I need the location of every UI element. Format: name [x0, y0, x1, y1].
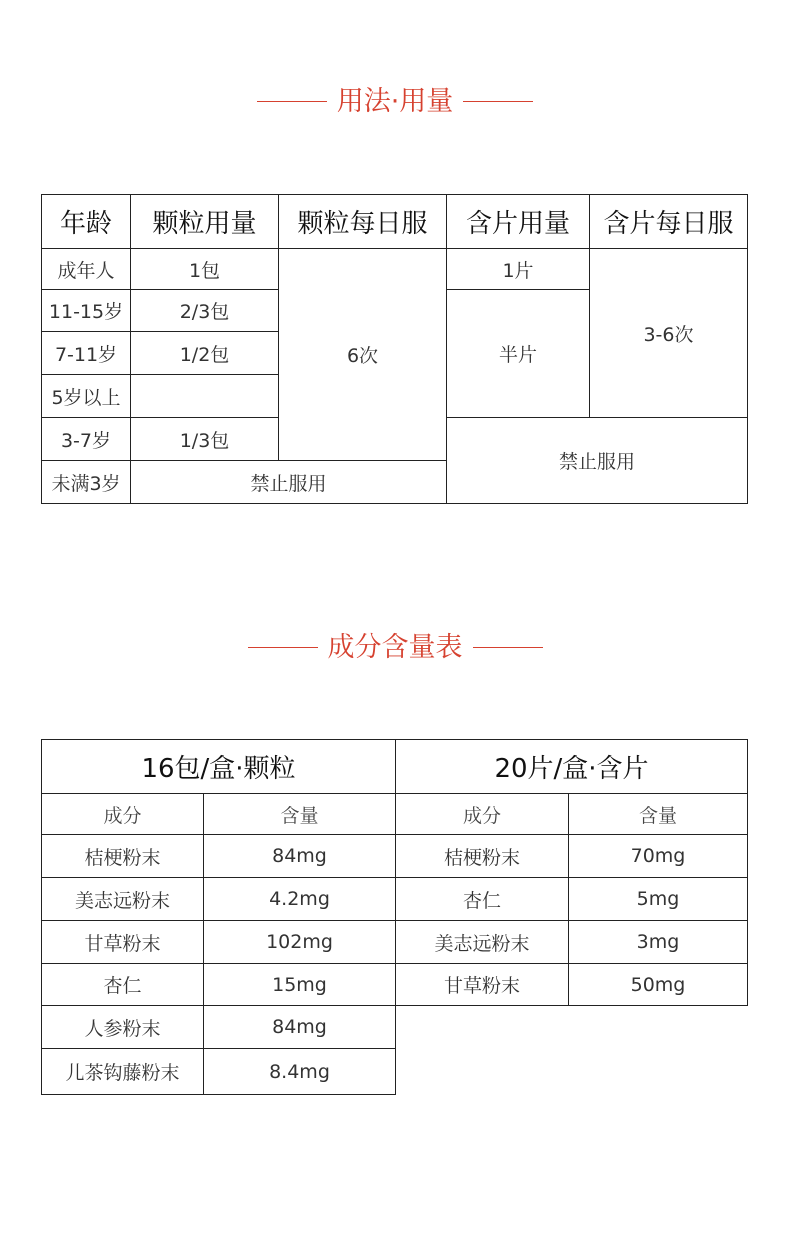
granule-dose-cell: 2/3包: [130, 289, 279, 332]
tablet-col-name: 成分: [395, 793, 569, 835]
table-row: 15mg: [203, 963, 396, 1006]
table-row: 84mg: [203, 834, 396, 878]
ingredients-title: 成分含量表: [327, 632, 463, 663]
tablet-table-title: 20片/盒·含片: [395, 739, 748, 794]
table-row: 美志远粉末: [395, 920, 569, 964]
header-granule-dose: 颗粒用量: [130, 194, 279, 249]
heading-line-left: [248, 647, 318, 649]
table-row: 102mg: [203, 920, 396, 964]
granule-col-name: 成分: [41, 793, 204, 835]
heading-line-right: [473, 647, 543, 649]
header-age: 年龄: [41, 194, 131, 249]
granule-col-amount: 含量: [203, 793, 396, 835]
usage-heading: [0, 87, 790, 115]
header-granule-daily: 颗粒每日服: [278, 194, 447, 249]
table-row: 杏仁: [395, 877, 569, 921]
granule-dose-cell: [130, 374, 279, 418]
table-row: 人参粉末: [41, 1005, 204, 1049]
table-row: 50mg: [568, 963, 748, 1006]
granule-table-title: 16包/盒·颗粒: [41, 739, 396, 794]
table-row: 70mg: [568, 834, 748, 878]
header-tablet-dose: 含片用量: [446, 194, 590, 249]
age-cell: 5岁以上: [41, 374, 131, 418]
table-row: 甘草粉末: [395, 963, 569, 1006]
header-tablet-daily: 含片每日服: [589, 194, 748, 249]
granule-daily-cell: 6次: [278, 248, 447, 461]
table-row: 5mg: [568, 877, 748, 921]
table-row: 甘草粉末: [41, 920, 204, 964]
table-row: 8.4mg: [203, 1048, 396, 1095]
tablet-dose-cell: 半片: [446, 289, 590, 418]
granule-dose-cell: 1/2包: [130, 331, 279, 375]
forbidden-granule-cell: 禁止服用: [130, 460, 447, 504]
tablet-dose-cell: 1片: [446, 248, 590, 290]
table-row: 4.2mg: [203, 877, 396, 921]
age-cell: 未满3岁: [41, 460, 131, 504]
table-row: 美志远粉末: [41, 877, 204, 921]
table-row: 桔梗粉末: [41, 834, 204, 878]
tablet-daily-cell: 3-6次: [589, 248, 748, 418]
table-row: 3mg: [568, 920, 748, 964]
age-cell: 11-15岁: [41, 289, 131, 332]
forbidden-tablet-cell: 禁止服用: [446, 417, 748, 504]
table-row: 桔梗粉末: [395, 834, 569, 878]
age-cell: 3-7岁: [41, 417, 131, 461]
heading-line-left: [257, 101, 327, 103]
tablet-col-amount: 含量: [568, 793, 748, 835]
table-row: 儿茶钩藤粉末: [41, 1048, 204, 1095]
ingredients-heading: [0, 633, 790, 661]
age-cell: 7-11岁: [41, 331, 131, 375]
heading-line-right: [463, 101, 533, 103]
granule-dose-cell: 1/3包: [130, 417, 279, 461]
age-cell: 成年人: [41, 248, 131, 290]
granule-dose-cell: 1包: [130, 248, 279, 290]
table-row: 84mg: [203, 1005, 396, 1049]
usage-title: 用法·用量: [336, 86, 454, 117]
table-row: 杏仁: [41, 963, 204, 1006]
